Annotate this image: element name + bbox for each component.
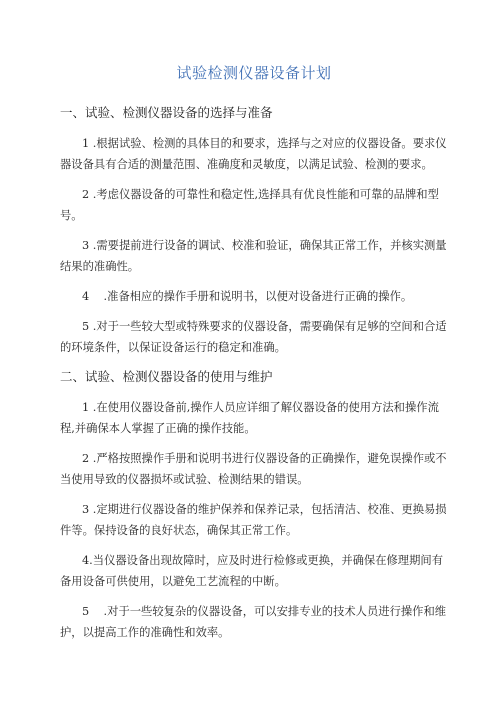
list-item: [60, 316, 448, 358]
item-text: .对于一些较复杂的仪器设备，可以安排专业的技术人员进行操作和维护，以提高工作的准确性和效率。: [60, 605, 447, 639]
list-item: [60, 235, 448, 277]
list-item: [60, 550, 448, 592]
list-item: [60, 601, 448, 643]
list-item: [60, 397, 448, 439]
item-number: 5: [82, 605, 90, 618]
item-number: 2: [82, 452, 90, 465]
list-item: [60, 184, 448, 226]
item-text: .需要提前进行设备的调试、校准和验证，确保其正常工作，并核实测量结果的准确性。: [60, 239, 447, 273]
item-text: 当仪器设备出现故障时，应及时进行检修或更换，并确保在修理期间有备用设备可供使用，以避免工艺流程的中断。: [60, 554, 443, 588]
item-number: 4.: [82, 554, 93, 567]
section-heading-2: 二、试验、检测仪器设备的使用与维护: [60, 369, 273, 384]
item-number: 5: [82, 320, 90, 333]
item-number: 3: [82, 503, 90, 516]
item-text: .在使用仪器设备前,操作人员应详细了解仪器设备的使用方法和操作流程,并确保本人掌握了正确的操作技能。: [60, 401, 439, 435]
item-text: .根据试验、检测的具体目的和要求，选择与之对应的仪器设备。要求仪器设备具有合适的测量范围、准确度和灵敏度，以满足试验、检测的要求。: [60, 137, 447, 171]
item-number: 2: [82, 188, 90, 201]
item-text: .严格按照操作手册和说明书进行仪器设备的正确操作，避免误操作或不当使用导致的仪器损坏或试验、检测结果的错误。: [60, 452, 447, 486]
item-text: .准备相应的操作手册和说明书，以便对设备进行正确的操作。: [89, 290, 413, 303]
item-text: .考虑仪器设备的可靠性和稳定性,选择具有优良性能和可靠的品牌和型号。: [60, 188, 439, 222]
item-text: .对于一些较大型或特殊要求的仪器设备，需要确保有足够的空间和合适的环境条件，以保证设备运行的稳定和准确。: [60, 320, 447, 354]
section-heading-1: 一、试验、检测仪器设备的选择与准备: [60, 105, 273, 120]
list-item: [60, 448, 448, 490]
document-title: 试验检测仪器设备计划: [176, 64, 332, 82]
item-number: 1: [82, 401, 90, 414]
list-item: [60, 133, 448, 175]
item-number: 3: [82, 239, 90, 252]
item-number: 4: [82, 290, 90, 303]
item-number: 1: [82, 137, 90, 150]
list-item: [60, 286, 448, 307]
list-item: [60, 499, 448, 541]
item-text: .定期进行仪器设备的维护保养和保养记录，包括清洁、校准、更换易损件等。保持设备的良好状态，确保其正常工作。: [60, 503, 447, 537]
